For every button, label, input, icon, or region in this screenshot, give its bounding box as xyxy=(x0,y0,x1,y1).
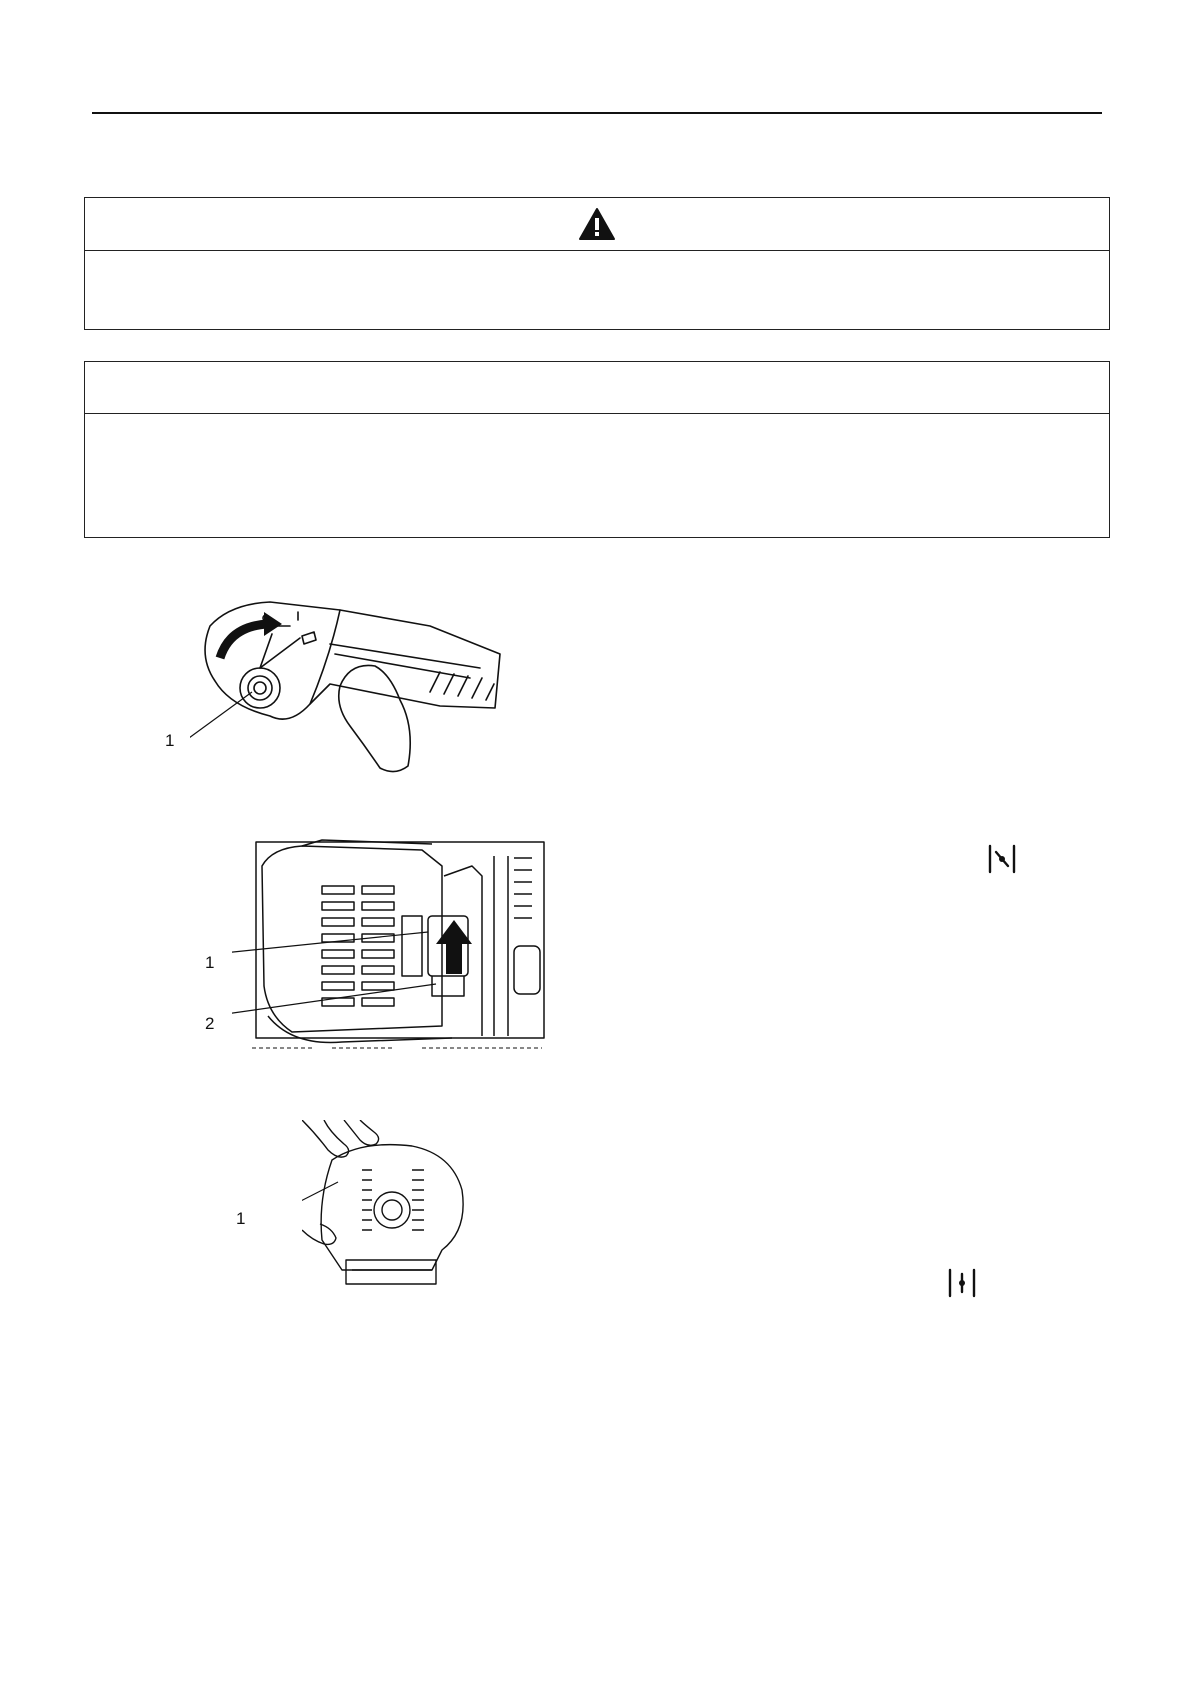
warning-box-header xyxy=(85,198,1109,251)
figure2-callout-2: 2 xyxy=(205,1014,215,1033)
figure2-callout-1: 1 xyxy=(205,953,215,972)
figure-lifting-blower xyxy=(302,1120,472,1290)
choke-closed-symbol-icon xyxy=(987,844,1017,874)
choke-open-symbol-icon xyxy=(947,1268,977,1298)
notice-box-body xyxy=(85,414,1109,434)
figure-handle-lever xyxy=(190,596,510,776)
notice-box-header xyxy=(85,362,1109,414)
figure1-callout-1: 1 xyxy=(165,731,175,750)
warning-box-body xyxy=(85,251,1109,271)
warning-box xyxy=(84,197,1110,330)
figure3-callout-1: 1 xyxy=(236,1209,246,1228)
warning-triangle-icon xyxy=(578,207,616,241)
notice-box xyxy=(84,361,1110,538)
header-rule xyxy=(92,112,1102,114)
figure-choke-lever xyxy=(232,836,568,1052)
